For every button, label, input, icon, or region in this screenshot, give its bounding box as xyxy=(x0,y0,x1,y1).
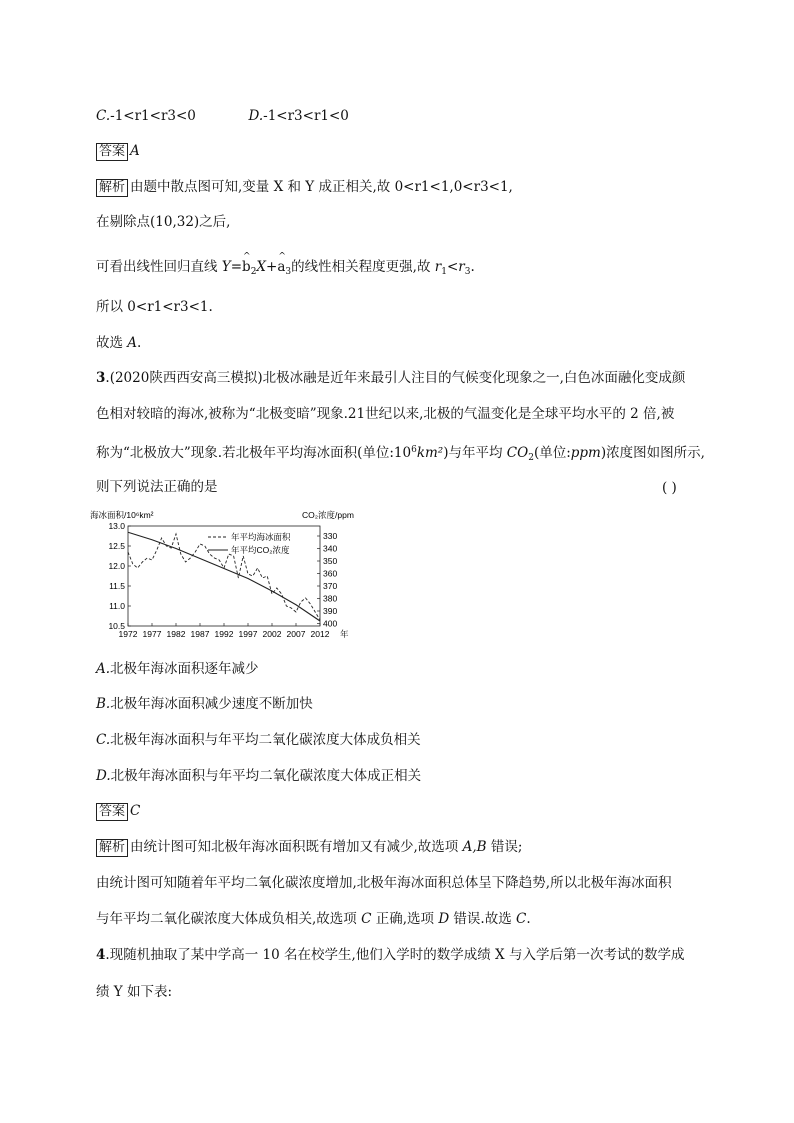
analysis2-ab: A,B xyxy=(462,839,487,855)
analysis3-pre: 与年平均二氧化碳浓度大体成负相关,故选项 xyxy=(96,911,362,927)
analysis3-post: 错误.故选 xyxy=(449,911,517,927)
b-hat: ^ b xyxy=(242,258,251,276)
question-4-line-2: 绩 Y 如下表: xyxy=(96,984,173,1000)
analysis-tag-2: 解析 xyxy=(96,839,128,857)
remove-point-line: 在剔除点(10,32)之后, xyxy=(96,214,231,230)
therefore-line: 所以 0<r1<r3<1. xyxy=(96,299,213,315)
analysis3-c: C xyxy=(361,911,372,927)
regression-post: 的线性相关程度更强,故 xyxy=(291,259,435,275)
analysis-text: 由题中散点图可知,变量 X 和 Y 成正相关,故 0<r1<1,0<r3<1, xyxy=(130,179,513,195)
right-tick-label: 330 xyxy=(323,531,338,541)
question-3-line-3 xyxy=(96,441,705,467)
analysis-line-2b: 由统计图可知随着年平均二氧化碳浓度增加,北极年海冰面积总体呈下降趋势,所以北极年海冰面积 xyxy=(96,875,672,891)
right-tick-label: 360 xyxy=(323,568,338,579)
option-d-letter: D. xyxy=(248,108,264,124)
option-c-letter-2: C. xyxy=(96,732,111,748)
var-x: X xyxy=(256,259,267,275)
x-tick-label: 2012 xyxy=(310,629,330,639)
left-tick-label: 10.5 xyxy=(108,621,125,631)
analysis-line-1 xyxy=(96,178,513,197)
x-tick-label: 1982 xyxy=(166,629,186,639)
choose-end: . xyxy=(137,335,142,351)
x-tick-label: 1997 xyxy=(238,629,258,639)
analysis3-mid: 正确,选项 xyxy=(371,911,439,927)
option-d-line xyxy=(96,767,421,785)
q3-end: )浓度图如图所示, xyxy=(600,445,705,461)
r1-sub: 1 xyxy=(441,267,447,277)
analysis2-pre: 由统计图可知北极年海冰面积既有增加又有减少,故选项 xyxy=(130,839,463,855)
q3-sup: 6 xyxy=(411,445,417,455)
question-4-number: 4 xyxy=(96,947,106,963)
answer-value-2: C xyxy=(130,803,141,819)
x-tick-label: 1977 xyxy=(142,629,162,639)
left-tick-label: 12.0 xyxy=(108,561,125,571)
analysis3-d: D xyxy=(438,911,450,927)
question-3-number: 3 xyxy=(96,370,106,386)
analysis2-post: 错误; xyxy=(486,839,523,855)
analysis3-end: . xyxy=(526,911,531,927)
options-c-d-line xyxy=(96,107,349,125)
series-layer xyxy=(128,532,320,621)
right-tick-label: 340 xyxy=(323,543,338,554)
left-tick-label: 11.0 xyxy=(109,601,125,611)
right-tick-label: 370 xyxy=(323,581,338,591)
sea-ice-co2-chart xyxy=(86,506,356,646)
answer-blank: ( ) xyxy=(662,480,677,496)
x-tick-label: 2002 xyxy=(262,629,282,639)
regression-pre: 可看出线性回归直线 xyxy=(96,259,222,275)
question-3-text-1: .(2020陕西西安高三模拟)北极冰融是近年来最引人注目的气候变化现象之一,白色冰面融化变成颜 xyxy=(105,370,686,386)
r3: r xyxy=(458,259,465,275)
sea-ice-area-line xyxy=(128,534,320,620)
q3-mid: )与年平均 xyxy=(443,445,507,461)
x-tick-label: 1987 xyxy=(190,629,210,639)
question-3-line-2: 色相对较暗的海冰,被称为“北极变暗”现象.21世纪以来,北极的气温变化是全球平均水平的 2 倍,被 xyxy=(96,406,675,422)
legend-sea-ice: 年平均海冰面积 xyxy=(231,532,291,542)
var-y: Y xyxy=(221,259,231,275)
option-d-letter-2: D. xyxy=(96,768,111,784)
r1: r xyxy=(434,259,442,275)
q3-post: (单位: xyxy=(533,445,571,461)
answer-value: A xyxy=(130,143,140,159)
option-d-expr: -1<r3<r1<0 xyxy=(263,108,349,124)
option-b-text: 北极年海冰面积减少速度不断加快 xyxy=(110,696,313,712)
right-tick-label: 380 xyxy=(323,593,338,604)
x-axis-suffix: 年 xyxy=(340,629,349,639)
legend-co2: 年平均CO₂浓度 xyxy=(231,545,290,555)
choose-line-1 xyxy=(96,334,141,352)
right-tick-label: 350 xyxy=(323,556,338,566)
analysis3-c2: C xyxy=(516,911,527,927)
right-tick-label: 390 xyxy=(323,606,338,616)
left-axis-title: 海冰面积/10⁶km² xyxy=(90,510,154,520)
less-than: < xyxy=(446,259,459,275)
question-3-line-1 xyxy=(96,369,685,387)
legend xyxy=(208,532,291,555)
equals: = xyxy=(230,259,243,275)
answer-line-2 xyxy=(96,802,140,821)
x-tick-label: 2007 xyxy=(286,629,306,639)
b-sub: 2 xyxy=(250,267,257,277)
option-d-text: 北极年海冰面积与年平均二氧化碳浓度大体成正相关 xyxy=(110,768,422,784)
x-axis-ticks xyxy=(119,623,330,639)
option-c-text: 北极年海冰面积与年平均二氧化碳浓度大体成负相关 xyxy=(110,732,421,748)
answer-tag: 答案 xyxy=(96,143,128,161)
a-sub: 3 xyxy=(285,267,292,277)
option-b-letter: B. xyxy=(96,696,111,712)
question-4-line-1 xyxy=(96,946,684,964)
choose-letter: A xyxy=(127,335,138,351)
choose-pre: 故选 xyxy=(96,335,128,351)
r3-sub: 3 xyxy=(464,267,471,277)
right-tick-label: 400 xyxy=(323,618,338,629)
left-tick-label: 13.0 xyxy=(108,521,125,531)
q3-pre: 称为“北极放大”现象.若北极年平均海冰面积(单位:10 xyxy=(96,445,412,461)
analysis-tag: 解析 xyxy=(96,179,128,197)
x-tick-label: 1972 xyxy=(118,629,138,639)
q3-ppm: ppm xyxy=(570,445,601,461)
option-a-line xyxy=(96,660,259,678)
q3-co2: CO xyxy=(506,445,529,461)
right-axis-title: CO₂浓度/ppm xyxy=(302,510,354,520)
option-c-letter: C. xyxy=(96,108,111,124)
q3-unit: km² xyxy=(416,445,444,461)
q3-co2-sub: 2 xyxy=(528,453,534,463)
answer-tag-2: 答案 xyxy=(96,803,128,821)
left-tick-label: 11.5 xyxy=(109,581,125,591)
option-a-letter: A. xyxy=(96,661,111,677)
option-c-expr: -1<r1<r3<0 xyxy=(110,108,196,124)
option-c-line xyxy=(96,731,421,749)
plus: + xyxy=(266,259,278,275)
question-3-line-4: 则下列说法正确的是 xyxy=(96,479,218,495)
a-hat: ^ a xyxy=(277,258,285,276)
option-a-text: 北极年海冰面积逐年减少 xyxy=(110,661,259,677)
x-tick-label: 1992 xyxy=(214,629,234,639)
analysis-line-2c xyxy=(96,910,531,928)
option-b-line xyxy=(96,695,313,713)
answer-line-1 xyxy=(96,142,140,161)
question-4-text-1: .现随机抽取了某中学高一 10 名在校学生,他们入学时的数学成绩 X 与入学后第一次考试的数学成 xyxy=(105,947,685,963)
regression-line-text xyxy=(96,258,475,281)
left-tick-label: 12.5 xyxy=(108,541,125,551)
period: . xyxy=(470,259,475,275)
analysis-line-2 xyxy=(96,838,522,857)
